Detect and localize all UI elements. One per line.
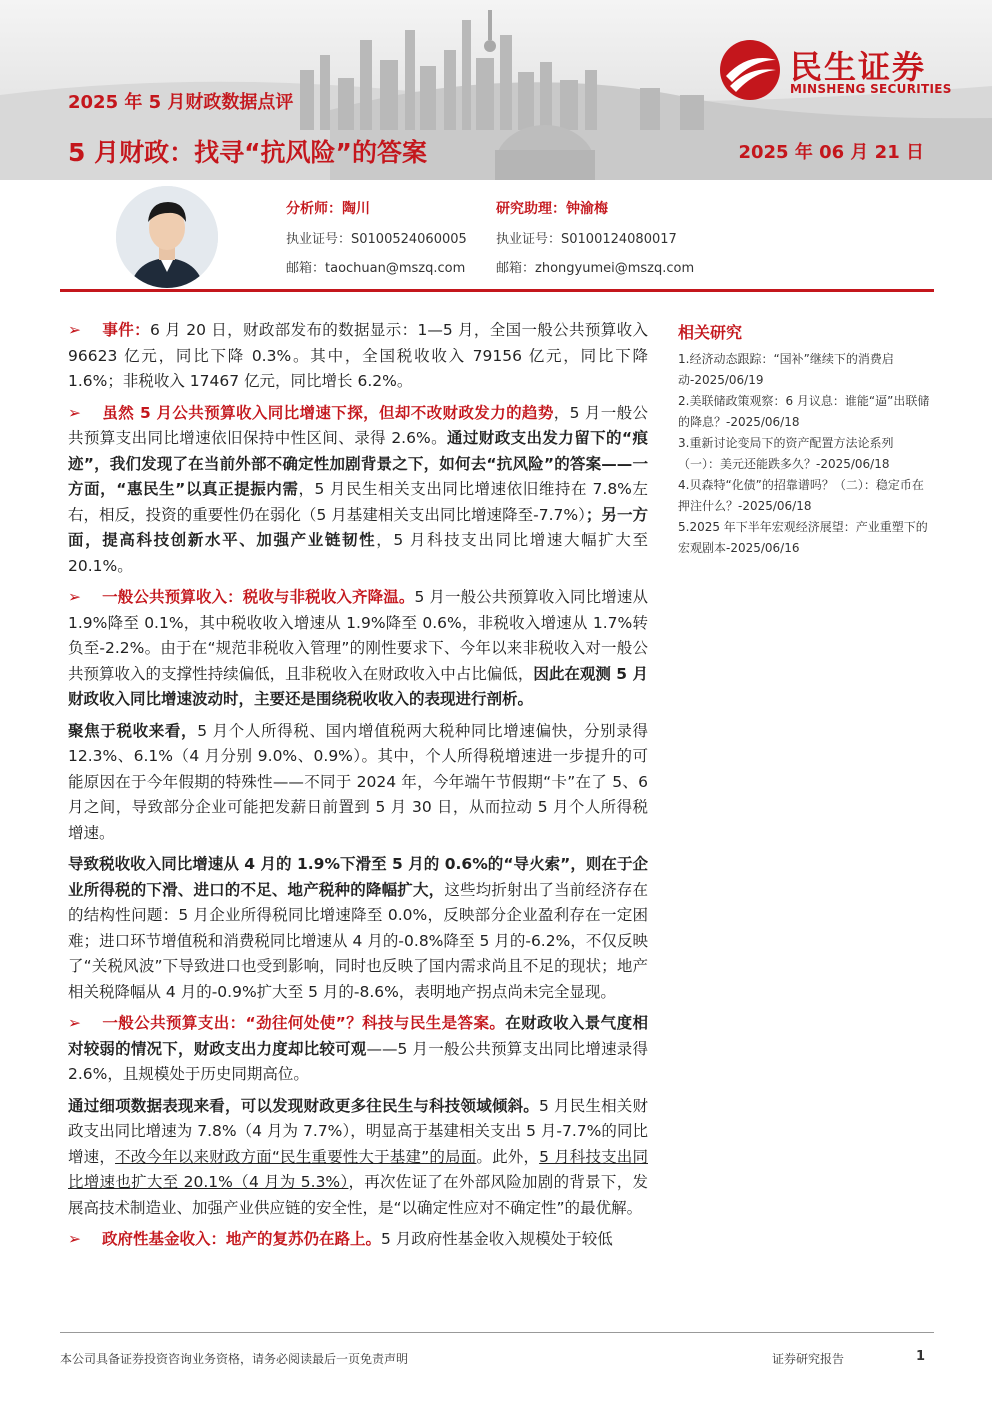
paragraph-spending-trend [68, 401, 648, 580]
paragraph-fund-revenue [68, 1227, 648, 1253]
bullet-arrow-icon: ➢ [68, 588, 81, 606]
paragraph-underline: 5 月科技支出同比增速也扩大至 20.1%（4 月为 5.3%） [68, 1147, 648, 1191]
paragraph-lead: 一般公共预算收入：税收与非税收入齐降温。 [102, 588, 415, 606]
paragraph-budget-revenue [68, 585, 648, 713]
report-body [68, 318, 648, 1259]
company-logo [718, 36, 968, 106]
paragraph-tax-decline [68, 852, 648, 1005]
bullet-arrow-icon: ➢ [68, 1230, 81, 1248]
bullet-arrow-icon: ➢ [68, 403, 81, 422]
paragraph-lead: 政府性基金收入：地产的复苏仍在路上。 [102, 1230, 382, 1248]
analyst-info-primary [286, 198, 467, 286]
assistant-email[interactable]: 邮箱：zhongyumei@mszq.com [496, 261, 695, 276]
paragraph-bold: 通过财政支出发力留下的“痕迹”，我们发现了在当前外部不确定性加剧背景之下，如何去“抗风险”的答案——一方面，“惠民生”以真正提振内需 [68, 429, 648, 498]
header-banner [0, 0, 992, 180]
minsheng-logo-icon [718, 38, 782, 102]
paragraph-text: 5 月一般公共预算收入同比增速从 1.9%降至 0.1%，其中税收收入增速从 1.9%降至 0.6%，非税收入增速从 1.7%转负至-2.2%。由于在“规范非税收入管理”的刚性要求下、今年以来非税收入对一般公共预算收入的支撑性持续偏低，且非税收入在财政收入中占比偏低， [68, 588, 648, 683]
paragraph-text: 5 月民生相关财政支出同比增速为 7.8%（4 月为 7.7%），明显高于基建相关支出 5 月-7.7%的同比增速， [68, 1096, 648, 1166]
analyst-info-assistant [496, 198, 694, 286]
analyst-name: 分析师：陶川 [286, 201, 370, 217]
paragraph-budget-expenditure [68, 1011, 648, 1088]
logo-text-cn: 民生证券 [790, 48, 927, 86]
report-title: 5 月财政：找寻“抗风险”的答案 [68, 138, 427, 167]
paragraph-lead: 一般公共预算支出：“劲往何处使”？科技与民生是答案。 [102, 1014, 506, 1032]
paragraph-lead: 事件： [102, 321, 150, 339]
paragraph-text: 6 月 20 日，财政部发布的数据显示：1—5 月，全国一般公共预算收入 96623 亿元，同比下降 0.3%。其中，全国税收收入 79156 亿元，同比下降 1.6%；非税收入 17467 亿元，同比增长 6.2%。 [68, 321, 648, 390]
paragraph-bold: 聚焦于税收来看， [68, 721, 198, 740]
paragraph-bold: ；另一方面，提高科技创新水平、加强产业链韧性 [68, 505, 648, 549]
related-research [678, 320, 934, 559]
related-research-item[interactable]: 1.经济动态跟踪：“国补”继续下的消费启动-2025/06/19 [678, 352, 894, 387]
footer-divider [60, 1332, 934, 1333]
related-research-item[interactable]: 4.贝森特“化债”的招靠谱吗？（二）：稳定币在押注什么？-2025/06/18 [678, 478, 924, 513]
paragraph-text: ，再次佐证了在外部风险加剧的背景下，发展高技术制造业、加强产业供应链的安全性，是“以确定性应对不确定性”的最优解。 [68, 1173, 648, 1217]
analyst-cert: 执业证号：S0100524060005 [286, 232, 467, 247]
related-research-item[interactable]: 2.美联储政策观察：6 月议息：谁能“逼”出联储的降息？-2025/06/18 [678, 394, 930, 429]
paragraph-text: 。此外， [476, 1147, 540, 1166]
related-research-item[interactable]: 5.2025 年下半年宏观经济展望：产业重塑下的宏观剧本-2025/06/16 [678, 520, 928, 555]
report-date: 2025 年 06 月 21 日 [738, 142, 924, 163]
related-research-title: 相关研究 [678, 323, 743, 342]
paragraph-text: 5 月政府性基金收入规模处于较低 [381, 1230, 613, 1248]
person-photo-icon [116, 186, 218, 288]
assistant-cert: 执业证号：S0100124080017 [496, 232, 677, 247]
footer-disclaimer: 本公司具备证券投资咨询业务资格，请务必阅读最后一页免责声明 [60, 1352, 409, 1366]
paragraph-bold: 在财政收入景气度相对较弱的情况下，财政支出力度却比较可观 [68, 1014, 648, 1058]
footer-report-type: 证券研究报告 [772, 1352, 845, 1366]
related-research-item[interactable]: 3.重新讨论变局下的资产配置方法论系列（一）：美元还能跌多久？-2025/06/18 [678, 436, 894, 471]
paragraph-underline: 不改今年以来财政方面“民生重要性大于基建”的局面 [115, 1147, 477, 1166]
paragraph-text: ，5 月科技支出同比增速大幅扩大至 20.1%。 [68, 531, 648, 575]
paragraph-text: 这些均折射出了当前经济存在的结构性问题：5 月企业所得税同比增速降至 0.0%，反映部分企业盈利存在一定困难；进口环节增值税和消费税同比增速从 4 月的-0.8%降至 5 月的-6.2%，不仅反映了“关税风波”下导致进口也受到影响，同时也反映了国内需求尚且不足的现状；地产相关税降幅从 4 月的-0.9%扩大至 5 月的-8.6%，表明地产拐点尚未完全显现。 [68, 880, 648, 1001]
paragraph-text: ，5 月一般公共预算支出同比增速依旧保持中性区间、录得 2.6%。 [68, 403, 648, 447]
paragraph-bold: 因此在观测 5 月财政收入同比增速波动时，主要还是围绕税收收入的表现进行剖析。 [68, 664, 648, 708]
analyst-email[interactable]: 邮箱：taochuan@mszq.com [286, 261, 466, 276]
bullet-arrow-icon: ➢ [68, 321, 81, 339]
paragraph-text: ——5 月一般公共预算支出同比增速录得 2.6%，且规模处于历史同期高位。 [68, 1039, 648, 1083]
paragraph-expenditure-detail [68, 1094, 648, 1222]
paragraph-text: 5 月个人所得税、国内增值税两大税种同比增速偏快，分别录得 12.3%、6.1%（4 月分别 9.0%、0.9%）。其中，个人所得税增速进一步提升的可能原因在于今年假期的特殊性——不同于 2024 年，今年端午节假期“卡”在了 5、6 月之间，导致部分企业可能把发薪日前置到 5 月 30 日，从而拉动 5 月个人所得税增速。 [68, 721, 648, 842]
paragraph-event [68, 318, 648, 395]
analyst-avatar [116, 186, 218, 288]
header-divider [60, 289, 934, 292]
logo-text-en: MINSHENG SECURITIES [790, 82, 952, 96]
paragraph-lead: 虽然 5 月公共预算收入同比增速下探，但却不改财政发力的趋势 [102, 403, 554, 422]
page-number: 1 [916, 1349, 926, 1364]
paragraph-bold: 通过细项数据表现来看，可以发现财政更多往民生与科技领域倾斜。 [68, 1096, 539, 1115]
paragraph-bold: 导致税收收入同比增速从 4 月的 1.9%下滑至 5 月的 0.6%的“导火索”，则在于企业所得税的下滑、进口的不足、地产税种的降幅扩大， [68, 855, 648, 899]
bullet-arrow-icon: ➢ [68, 1014, 81, 1032]
paragraph-text: ，5 月民生相关支出同比增速依旧维持在 7.8%左右，相反，投资的重要性仍在弱化（5 月基建相关支出同比增速降至-7.7%） [68, 480, 648, 524]
report-series: 2025 年 5 月财政数据点评 [68, 92, 294, 113]
assistant-name: 研究助理：钟渝梅 [496, 201, 608, 217]
paragraph-tax-focus [68, 719, 648, 847]
